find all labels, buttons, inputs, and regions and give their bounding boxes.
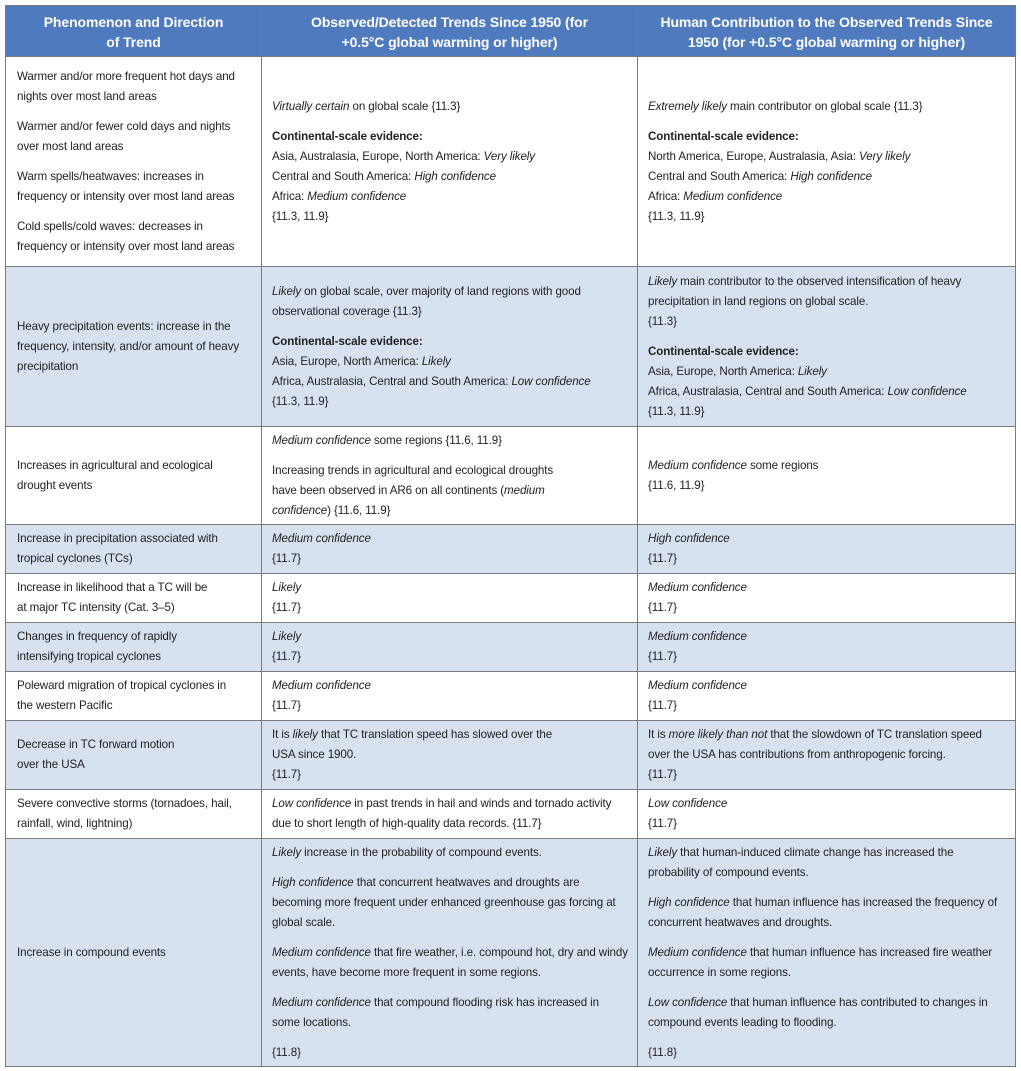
human-text bbox=[648, 725, 1007, 765]
header-phenomenon: Phenomenon and Direction of Trend bbox=[6, 6, 262, 57]
human-text bbox=[648, 97, 1007, 117]
observed-text-rest: that fire weather, i.e. compound hot, dry and windy events, have become more frequent in some regions. bbox=[272, 945, 628, 979]
header-human: Human Contribution to the Observed Trends Since 1950 (for +0.5°C global warming or higher) bbox=[638, 6, 1016, 57]
region-text: Africa: bbox=[648, 189, 684, 203]
reference: {11.7} bbox=[648, 699, 677, 712]
table-row-hot-cold-extremes bbox=[6, 57, 1016, 267]
trends-table-container bbox=[5, 5, 1015, 1067]
confidence-term: Medium confidence bbox=[272, 433, 371, 447]
header-row bbox=[6, 6, 1016, 57]
human-text-rest: that human influence has contributed to changes in compound events leading to flooding. bbox=[648, 995, 988, 1029]
confidence-term: more likely than not bbox=[668, 728, 768, 741]
human-text-rest: main contributor to the observed intensification of heavy precipitation in land regions on global scale. bbox=[648, 274, 962, 308]
region-text: Asia, Australasia, Europe, North America: bbox=[272, 149, 484, 163]
table-row-heavy-precipitation bbox=[6, 267, 1016, 427]
header-observed: Observed/Detected Trends Since 1950 (for +0.5°C global warming or higher) bbox=[262, 6, 638, 57]
human-text bbox=[648, 272, 1007, 312]
phenomenon-text: Poleward migration of tropical cyclones in the western Pacific bbox=[17, 679, 227, 712]
phenomenon-text: Increase in precipitation associated with tropical cyclones (TCs) bbox=[17, 532, 218, 565]
reference: {11.8} bbox=[272, 1045, 301, 1059]
confidence-term: High confidence bbox=[648, 532, 730, 545]
human-text bbox=[648, 993, 1007, 1033]
confidence-term: Low confidence bbox=[887, 384, 967, 398]
observed-text bbox=[272, 725, 629, 765]
phenomenon-text: Increase in compound events bbox=[17, 945, 166, 959]
table-row-poleward-migration bbox=[6, 672, 1016, 721]
confidence-term: Medium confidence bbox=[648, 679, 747, 692]
observed-text bbox=[272, 843, 629, 863]
reference: {11.7} bbox=[272, 552, 301, 565]
human-text bbox=[648, 843, 1007, 883]
observed-text-rest: increase in the probability of compound events. bbox=[301, 845, 542, 859]
human-text-rest: that human-induced climate change has increased the probability of compound events. bbox=[648, 845, 954, 879]
region-text: Central and South America: bbox=[648, 169, 791, 183]
confidence-term: Medium confidence bbox=[648, 630, 747, 643]
phenomenon-text: Increase in likelihood that a TC will be at major TC intensity (Cat. 3–5) bbox=[17, 581, 208, 614]
reference: {11.6, 11.9} bbox=[648, 478, 705, 492]
phenomenon-cell bbox=[6, 267, 262, 427]
confidence-term: Very likely bbox=[483, 149, 535, 163]
table-row-compound-events bbox=[6, 839, 1016, 1067]
region-text: North America, Europe, Australasia, Asia: bbox=[648, 149, 860, 163]
confidence-term: Likely bbox=[648, 845, 678, 859]
continental-evidence-label: Continental-scale evidence: bbox=[648, 344, 799, 358]
confidence-term: likely bbox=[292, 728, 318, 741]
confidence-term: Medium confidence bbox=[648, 458, 747, 472]
table-row-rapid-intensification bbox=[6, 623, 1016, 672]
human-text-rest: that the slowdown of TC translation speed over the USA has contributions from anthropogenic forcing. bbox=[648, 728, 982, 761]
observed-region-line bbox=[272, 187, 629, 207]
reference: {11.7} bbox=[272, 768, 301, 781]
confidence-term: Likely bbox=[797, 364, 827, 378]
region-text: Africa, Australasia, Central and South America: bbox=[272, 374, 512, 388]
observed-text-rest: ) {11.6, 11.9} bbox=[327, 503, 391, 517]
human-cell bbox=[638, 267, 1016, 427]
table-row-drought bbox=[6, 427, 1016, 525]
confidence-term: Medium confidence bbox=[272, 945, 371, 959]
observed-cell bbox=[262, 574, 638, 623]
human-cell bbox=[638, 790, 1016, 839]
reference: {11.8} bbox=[648, 1045, 677, 1059]
human-text bbox=[648, 893, 1007, 933]
reference: {11.7} bbox=[648, 768, 677, 781]
region-text: Asia, Europe, North America: bbox=[648, 364, 798, 378]
reference: {11.7} bbox=[272, 601, 301, 614]
continental-evidence-label: Continental-scale evidence: bbox=[272, 334, 423, 348]
human-region-line bbox=[648, 362, 1007, 382]
extremes-trends-table bbox=[5, 5, 1016, 1067]
phenomenon-cell bbox=[6, 721, 262, 790]
human-region-line bbox=[648, 147, 1007, 167]
phenomenon-text: Changes in frequency of rapidly intensifying tropical cyclones bbox=[17, 630, 177, 663]
human-text-rest: main contributor on global scale {11.3} bbox=[726, 99, 923, 113]
reference: {11.7} bbox=[648, 650, 677, 663]
observed-cell bbox=[262, 57, 638, 267]
confidence-term: High confidence bbox=[414, 169, 496, 183]
phenomenon-cell bbox=[6, 672, 262, 721]
region-text: Asia, Europe, North America: bbox=[272, 354, 422, 368]
confidence-term: Likely bbox=[421, 354, 451, 368]
phenomenon-cell bbox=[6, 623, 262, 672]
observed-cell bbox=[262, 790, 638, 839]
observed-text bbox=[272, 794, 629, 834]
continental-evidence-label: Continental-scale evidence: bbox=[648, 129, 799, 143]
reference: {11.7} bbox=[648, 552, 677, 565]
phenomenon-text: Decrease in TC forward motion over the USA bbox=[17, 738, 175, 771]
table-row-tc-precipitation bbox=[6, 525, 1016, 574]
confidence-term: High confidence bbox=[648, 895, 730, 909]
observed-region-line bbox=[272, 372, 629, 392]
reference: {11.3} bbox=[648, 314, 677, 328]
observed-text-rest: some regions {11.6, 11.9} bbox=[370, 433, 502, 447]
observed-text-pre: It is bbox=[272, 728, 293, 741]
confidence-term: Likely bbox=[272, 845, 302, 859]
phenomenon-text: Warmer and/or fewer cold days and nights over most land areas bbox=[17, 119, 231, 153]
human-cell bbox=[638, 623, 1016, 672]
phenomenon-text: Warm spells/heatwaves: increases in frequency or intensity over most land areas bbox=[17, 169, 235, 203]
confidence-term: Low confidence bbox=[648, 995, 728, 1009]
human-cell bbox=[638, 525, 1016, 574]
observed-text bbox=[272, 431, 629, 451]
confidence-term: Extremely likely bbox=[648, 99, 727, 113]
region-text: Africa, Australasia, Central and South America: bbox=[648, 384, 888, 398]
human-cell bbox=[638, 672, 1016, 721]
reference: {11.7} bbox=[272, 699, 301, 712]
confidence-term: Virtually certain bbox=[272, 99, 350, 113]
observed-text-rest: that TC translation speed has slowed over the USA since 1900. bbox=[272, 728, 553, 761]
phenomenon-text: Heavy precipitation events: increase in the frequency, intensity, and/or amount of heavy precipitation bbox=[17, 319, 240, 373]
region-text: Africa: bbox=[272, 189, 308, 203]
human-cell bbox=[638, 721, 1016, 790]
observed-text-rest: on global scale {11.3} bbox=[349, 99, 461, 113]
region-text: Central and South America: bbox=[272, 169, 415, 183]
phenomenon-cell bbox=[6, 574, 262, 623]
reference: {11.7} bbox=[648, 817, 677, 830]
observed-region-line bbox=[272, 147, 629, 167]
observed-text bbox=[272, 282, 629, 322]
observed-cell bbox=[262, 721, 638, 790]
observed-region-line bbox=[272, 167, 629, 187]
reference: {11.3, 11.9} bbox=[272, 209, 329, 223]
human-region-line bbox=[648, 382, 1007, 402]
table-row-tc-forward-motion bbox=[6, 721, 1016, 790]
phenomenon-cell bbox=[6, 427, 262, 525]
confidence-term: Likely bbox=[272, 630, 302, 643]
confidence-term: Medium confidence bbox=[683, 189, 783, 203]
reference: {11.3, 11.9} bbox=[272, 394, 329, 408]
reference: {11.7} bbox=[648, 601, 677, 614]
human-text-rest: that human influence has increased fire weather occurrence in some regions. bbox=[648, 945, 993, 979]
confidence-term: Medium confidence bbox=[272, 995, 371, 1009]
observed-cell bbox=[262, 525, 638, 574]
confidence-term: Low confidence bbox=[272, 797, 352, 810]
observed-text-rest: that concurrent heatwaves and droughts are becoming more frequent under enhanced greenhouse gas forcing at global scale. bbox=[272, 875, 616, 929]
continental-evidence-label: Continental-scale evidence: bbox=[272, 129, 423, 143]
reference: {11.3, 11.9} bbox=[648, 209, 705, 223]
phenomenon-cell bbox=[6, 57, 262, 267]
observed-cell bbox=[262, 623, 638, 672]
confidence-term: Low confidence bbox=[511, 374, 591, 388]
confidence-term: Medium confidence bbox=[307, 189, 407, 203]
observed-text-rest: in past trends in hail and winds and tornado activity due to short length of high-quality data records. {11.7} bbox=[272, 797, 612, 830]
confidence-term: Medium confidence bbox=[648, 945, 747, 959]
observed-text bbox=[272, 993, 629, 1033]
human-cell bbox=[638, 839, 1016, 1067]
reference: {11.7} bbox=[272, 650, 301, 663]
phenomenon-cell bbox=[6, 525, 262, 574]
confidence-term: Medium confidence bbox=[272, 532, 371, 545]
confidence-term: Likely bbox=[272, 581, 302, 594]
observed-text bbox=[272, 873, 629, 933]
confidence-term: Likely bbox=[272, 284, 302, 298]
confidence-term: High confidence bbox=[272, 875, 354, 889]
observed-cell bbox=[262, 267, 638, 427]
confidence-term: Medium confidence bbox=[272, 679, 371, 692]
observed-cell bbox=[262, 427, 638, 525]
observed-text bbox=[272, 461, 629, 521]
human-cell bbox=[638, 427, 1016, 525]
observed-cell bbox=[262, 672, 638, 721]
observed-cell bbox=[262, 839, 638, 1067]
phenomenon-text: Warmer and/or more frequent hot days and nights over most land areas bbox=[17, 69, 235, 103]
confidence-term: Low confidence bbox=[648, 797, 728, 810]
confidence-term: High confidence bbox=[790, 169, 872, 183]
human-cell bbox=[638, 574, 1016, 623]
human-text bbox=[648, 943, 1007, 983]
confidence-term: Very likely bbox=[859, 149, 911, 163]
phenomenon-text: Severe convective storms (tornadoes, hail, rainfall, wind, lightning) bbox=[17, 797, 232, 830]
table-row-tc-intensity bbox=[6, 574, 1016, 623]
observed-text-rest: that compound flooding risk has increased in some locations. bbox=[272, 995, 600, 1029]
observed-text bbox=[272, 943, 629, 983]
observed-region-line bbox=[272, 352, 629, 372]
phenomenon-cell bbox=[6, 839, 262, 1067]
table-row-convective-storms bbox=[6, 790, 1016, 839]
confidence-term: Likely bbox=[648, 274, 678, 288]
phenomenon-text: Cold spells/cold waves: decreases in frequency or intensity over most land areas bbox=[17, 219, 235, 253]
reference: {11.3, 11.9} bbox=[648, 404, 705, 418]
confidence-term: Medium confidence bbox=[648, 581, 747, 594]
human-text-pre: It is bbox=[648, 728, 669, 741]
phenomenon-cell bbox=[6, 790, 262, 839]
human-region-line bbox=[648, 167, 1007, 187]
human-text-rest: some regions bbox=[746, 458, 819, 472]
human-text-rest: that human influence has increased the frequency of concurrent heatwaves and droughts. bbox=[648, 895, 998, 929]
observed-text-rest: on global scale, over majority of land regions with good observational coverage {11.3} bbox=[272, 284, 581, 318]
observed-text bbox=[272, 97, 629, 117]
human-text bbox=[648, 456, 1007, 476]
phenomenon-text: Increases in agricultural and ecological drought events bbox=[17, 458, 213, 492]
human-cell bbox=[638, 57, 1016, 267]
observed-text-plain: Increasing trends in agricultural and ecological droughts have been observed in AR6 on all continents ( bbox=[272, 463, 554, 497]
confidence-term: medium confidence bbox=[272, 483, 545, 517]
human-region-line bbox=[648, 187, 1007, 207]
